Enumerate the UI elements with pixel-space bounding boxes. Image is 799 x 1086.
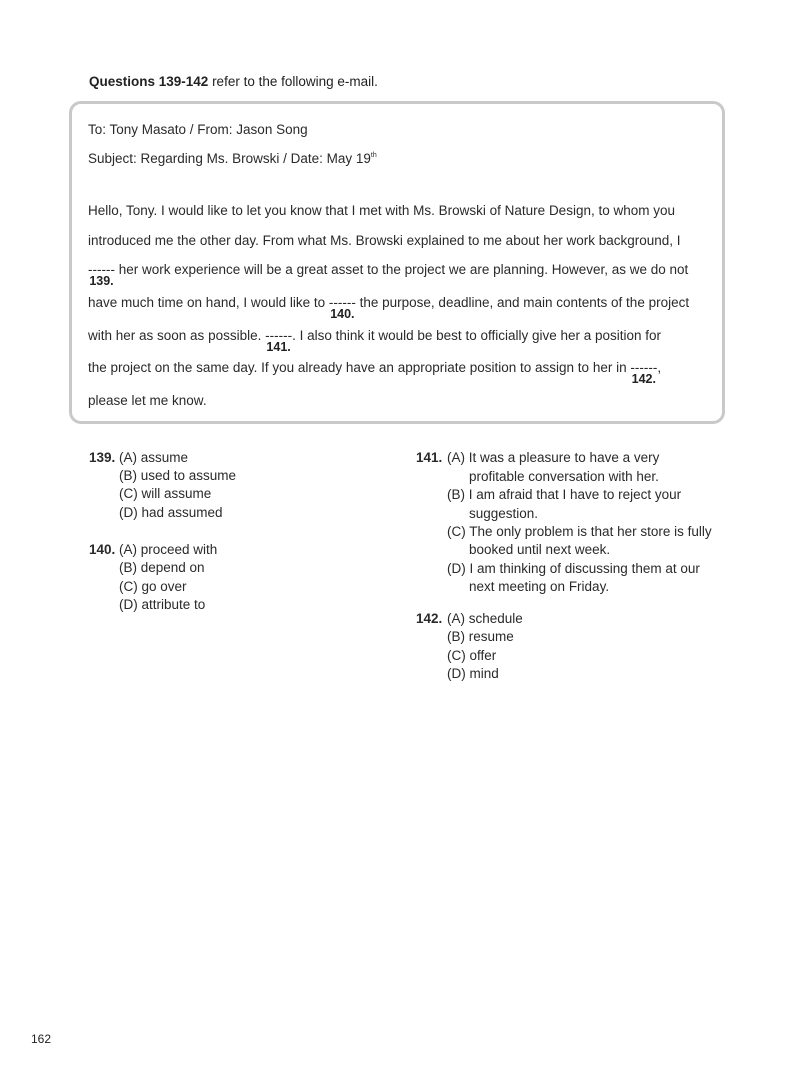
line-5-pre: with her as soon as possible. <box>88 328 266 343</box>
question-139-option-c[interactable]: (C) will assume <box>119 486 212 501</box>
question-139-number: 139. <box>89 450 116 465</box>
question-141-option-b[interactable]: (B) I am afraid that I have to reject your <box>447 487 682 502</box>
line-4-post: the purpose, deadline, and main contents of the project <box>355 295 690 310</box>
section-heading <box>89 74 378 89</box>
question-142-option-b[interactable]: (B) resume <box>447 629 514 644</box>
heading-question-range: Questions 139-142 <box>89 74 209 89</box>
question-140-option-b[interactable]: (B) depend on <box>119 560 205 575</box>
email-body-line-4 <box>88 295 690 321</box>
question-142-option-a[interactable]: (A) schedule <box>447 611 523 626</box>
email-body-line-5 <box>88 328 662 354</box>
blank-140-number: 140. <box>330 307 355 321</box>
question-141-option-d[interactable]: (D) I am thinking of discussing them at our <box>447 561 700 576</box>
blank-139-number: 139. <box>89 274 114 288</box>
email-body-line-6 <box>88 360 662 386</box>
blank-140-dashes: ------ <box>328 295 356 310</box>
blank-139-dashes: ------ <box>88 262 115 277</box>
question-140-option-a[interactable]: (A) proceed with <box>119 542 218 557</box>
email-body-line-1: Hello, Tony. I would like to let you know that I met with Ms. Browski of Nature Design, to whom you <box>88 203 675 218</box>
email-body-line-2: introduced me the other day. From what Ms. Browski explained to me about her work background, I <box>88 233 681 248</box>
question-140-number: 140. <box>89 542 116 557</box>
blank-142-dashes: ------ <box>630 360 658 375</box>
question-142-option-c[interactable]: (C) offer <box>447 648 497 663</box>
question-141-option-c[interactable]: (C) The only problem is that her store is fully <box>447 524 712 539</box>
question-141-option-b-cont: suggestion. <box>469 506 539 521</box>
blank-139 <box>88 262 115 288</box>
line-6-pre: the project on the same day. If you already have an appropriate position to assign to her in <box>88 360 631 375</box>
question-140-option-d[interactable]: (D) attribute to <box>119 597 206 612</box>
question-141-option-a-cont: profitable conversation with her. <box>469 469 659 484</box>
email-to-from: To: Tony Masato / From: Jason Song <box>88 122 308 137</box>
line-4-pre: have much time on hand, I would like to <box>88 295 329 310</box>
line-3-text: her work experience will be a great asset to the project we are planning. However, as we do not <box>114 262 689 277</box>
question-141-number: 141. <box>416 450 443 465</box>
question-139-option-b[interactable]: (B) used to assume <box>119 468 237 483</box>
question-139-option-a[interactable]: (A) assume <box>119 450 189 465</box>
email-body-line-3 <box>88 262 689 288</box>
question-139-option-d[interactable]: (D) had assumed <box>119 505 223 520</box>
email-body-line-7: please let me know. <box>88 393 207 408</box>
heading-instruction: refer to the following e-mail. <box>208 74 378 89</box>
line-5-post: . I also think it would be best to officially give her a position for <box>292 328 662 343</box>
line-6-post: , <box>657 360 662 375</box>
blank-141-number: 141. <box>266 340 291 354</box>
blank-141-dashes: ------ <box>265 328 293 343</box>
question-142-number: 142. <box>416 611 443 626</box>
question-141-option-d-cont: next meeting on Friday. <box>469 579 610 594</box>
email-subject-text: Subject: Regarding Ms. Browski / Date: May 19 <box>88 151 371 166</box>
blank-142-number: 142. <box>631 372 656 386</box>
question-140-option-c[interactable]: (C) go over <box>119 579 187 594</box>
page-number: 162 <box>31 1032 52 1046</box>
question-141-option-c-cont: booked until next week. <box>469 542 611 557</box>
question-142-option-d[interactable]: (D) mind <box>447 666 499 681</box>
question-141-option-a[interactable]: (A) It was a pleasure to have a very <box>447 450 660 465</box>
blank-141 <box>265 328 293 354</box>
email-date-suffix: th <box>370 152 377 159</box>
blank-142 <box>630 360 658 386</box>
blank-140 <box>328 295 356 321</box>
email-subject <box>88 151 377 166</box>
